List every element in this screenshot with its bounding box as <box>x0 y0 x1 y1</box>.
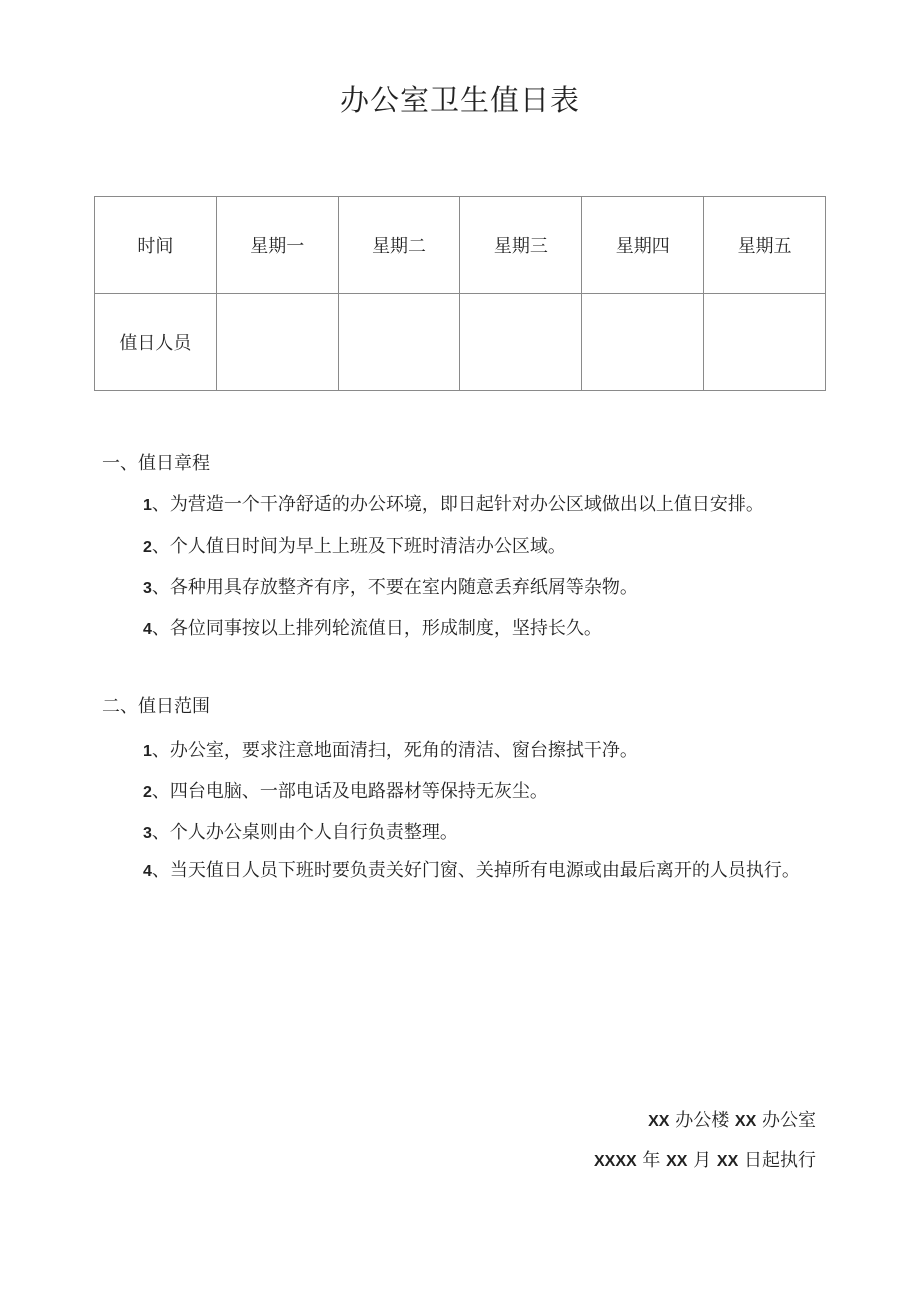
placeholder-building: XX <box>648 1113 670 1130</box>
item-text: 当天值日人员下班时要负责关好门窗、关掉所有电源或由最后离开的人员执行。 <box>169 860 800 881</box>
page-title: 办公室卫生值日表 <box>339 83 580 117</box>
item-number: 1 <box>143 497 152 514</box>
item-separator: 、 <box>151 822 170 843</box>
item-number: 1 <box>143 743 152 760</box>
table-header-row <box>95 197 826 294</box>
item-separator: 、 <box>151 860 170 881</box>
item-text: 个人办公桌则由个人自行负责整理。 <box>169 822 458 843</box>
item-text: 个人值日时间为早上上班及下班时清洁办公区域。 <box>169 536 566 557</box>
list-item <box>143 573 638 599</box>
header-cell-friday: 星期五 <box>704 197 826 294</box>
row-label-duty-staff: 值日人员 <box>95 294 217 391</box>
duty-cell-monday[interactable] <box>216 294 338 391</box>
signature-text: 办公室 <box>756 1110 816 1131</box>
item-separator: 、 <box>151 494 170 515</box>
duty-schedule-table <box>94 196 826 391</box>
list-item <box>143 736 638 762</box>
item-text: 各位同事按以上排列轮流值日，形成制度，坚持长久。 <box>169 618 602 639</box>
list-item <box>102 850 832 892</box>
list-item <box>143 818 458 844</box>
header-cell-monday: 星期一 <box>216 197 338 294</box>
list-item <box>143 532 566 558</box>
section-heading-rules: 一、值日章程 <box>102 453 210 474</box>
list-item <box>143 777 548 803</box>
signature-text: 办公楼 <box>669 1110 735 1131</box>
list-item <box>143 614 602 640</box>
header-cell-thursday: 星期四 <box>582 197 704 294</box>
item-separator: 、 <box>151 781 170 802</box>
placeholder-office: XX <box>734 1113 757 1130</box>
signature-text: 年 <box>636 1150 667 1171</box>
section-heading-scope: 二、值日范围 <box>102 696 210 717</box>
duty-cell-tuesday[interactable] <box>338 294 460 391</box>
signature-text: 日起执行 <box>738 1150 816 1171</box>
item-separator: 、 <box>151 740 170 761</box>
duty-cell-thursday[interactable] <box>582 294 704 391</box>
item-separator: 、 <box>151 618 170 639</box>
item-separator: 、 <box>151 577 170 598</box>
header-cell-wednesday: 星期三 <box>460 197 582 294</box>
item-number: 2 <box>143 539 152 556</box>
item-text: 各种用具存放整齐有序，不要在室内随意丢弃纸屑等杂物。 <box>169 577 638 598</box>
item-text: 为营造一个干净舒适的办公环境，即日起针对办公区域做出以上值日安排。 <box>169 494 764 515</box>
item-text: 办公室，要求注意地面清扫，死角的清洁、窗台擦拭干净。 <box>169 740 638 761</box>
signature-text: 月 <box>687 1150 717 1171</box>
header-cell-time: 时间 <box>95 197 217 294</box>
list-item <box>143 490 764 516</box>
item-number: 2 <box>143 784 152 801</box>
item-separator: 、 <box>151 536 170 557</box>
table-duty-row <box>95 294 826 391</box>
item-number: 4 <box>143 621 152 638</box>
duty-cell-friday[interactable] <box>704 294 826 391</box>
placeholder-month: XX <box>666 1153 688 1170</box>
signature-date <box>594 1146 816 1172</box>
item-number: 3 <box>143 580 152 597</box>
item-text: 四台电脑、一部电话及电路器材等保持无灰尘。 <box>169 781 548 802</box>
placeholder-year: XXXX <box>593 1153 637 1170</box>
placeholder-day: XX <box>716 1153 739 1170</box>
item-number: 4 <box>143 863 152 880</box>
item-number: 3 <box>143 825 152 842</box>
signature-office <box>648 1106 816 1132</box>
duty-cell-wednesday[interactable] <box>460 294 582 391</box>
header-cell-tuesday: 星期二 <box>338 197 460 294</box>
